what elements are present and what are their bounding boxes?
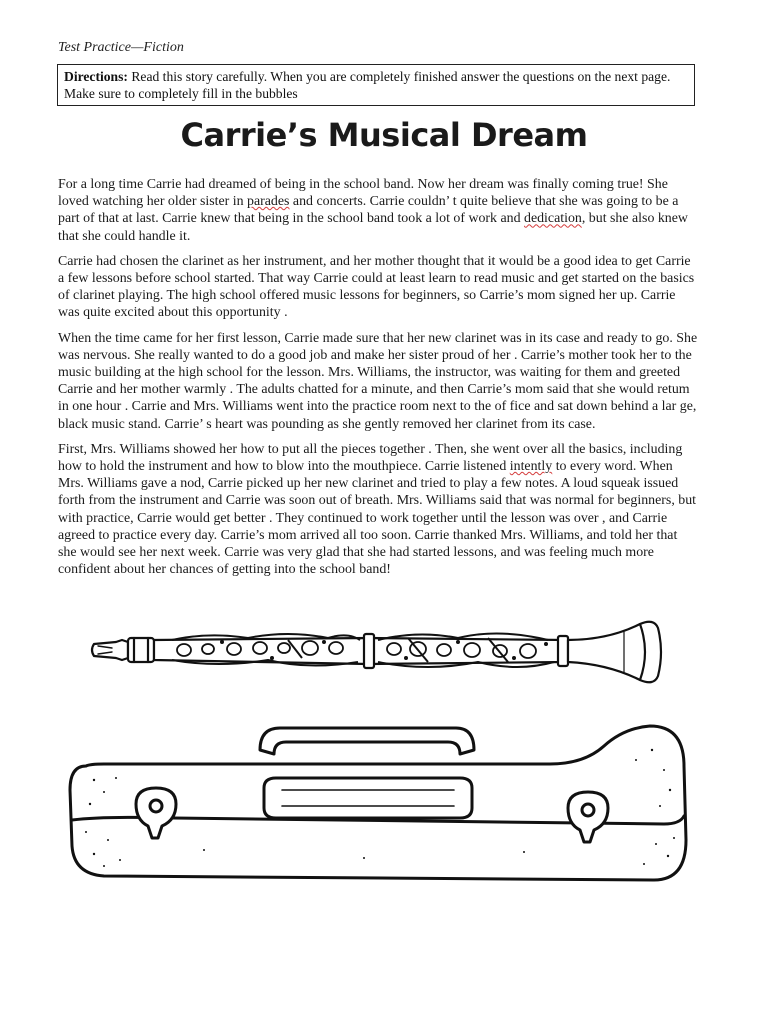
clarinet-illustration: [88, 618, 666, 690]
paragraph-text: to every word. When Mrs. Williams gave a nod, Carrie picked up her new clarinet and tried to play a few notes. A loud squeak issued forth from the instrument and Carrie was soon out of breath. Mrs. Williams said that was normal for beginners, but with practice, Carrie would get better . They continued to work together until the lesson was over , and Carrie agreed to practice every day. Carrie’s mom arrived all too soon. Carrie thanked Mrs. Williams, and told her that she would see her next week. Carrie was very glad that she had started lessons, and was feeling much more confident about her chances of getting into the school band!: [58, 459, 697, 578]
directions-label: Directions:: [64, 69, 128, 84]
paragraph-text: , but she also knew that she could handle it.: [58, 211, 688, 244]
story-paragraph-4: [58, 441, 698, 579]
story-paragraph-3: When the time came for her first lesson, Carrie made sure that her new clarinet was in its case and ready to go. She was nervous. She really wanted to do a good job and make her sister proud of her . Carrie’s mother took her to the music building at the high school for the lesson. Mrs. Williams, the instructor, was waiting for them and greeted Carrie and her mother warmly . The adults chatted for a minute, and then Carrie’s mom said that she would retum in one hour . Carrie and Mrs. Williams went into the practice room next to the of fice and sat down behind a lar ge, black music stand. Carrie’ s heart was pounding as she gently removed her clarinet from its case.: [58, 330, 698, 432]
paragraph-text: and concerts. Carrie couldn’ t quite believe that she was going to be a part of that at last. Carrie knew that being in the school band took a lot of work and: [58, 194, 679, 227]
story-paragraph-2: Carrie had chosen the clarinet as her instrument, and her mother thought that it would be a good idea to get Carrie a few lessons before school started. That way Carrie could at least learn to read music and get started on the basics of clarinet playing. The high school offered music lessons for beginners, so Carrie’s mom signed her up. Carrie was quite excited about this opportunity .: [58, 253, 695, 321]
story-title: Carrie’s Musical Dream: [180, 116, 588, 154]
story-body: [58, 176, 698, 586]
clarinet-case-illustration: [64, 720, 692, 886]
paragraph-text: For a long time Carrie had dreamed of being in the school band. Now her dream was finally coming true! She loved watching her older sister in: [58, 177, 668, 210]
vocab-word-parades: parades: [247, 194, 290, 210]
vocab-word-intently: intently: [509, 459, 553, 475]
vocab-word-dedication: dedication: [524, 211, 582, 227]
directions-box: [57, 64, 695, 106]
directions-text: Read this story carefully. When you are completely finished answer the questions on the next page. Make sure to completely fill in the bubbles: [64, 69, 671, 101]
paragraph-text: First, Mrs. Williams showed her how to put all the pieces together . Then, she went over all the basics, including how to hold the instrument and how to blow into the mouthpiece. Carrie listened: [58, 441, 683, 475]
worksheet-category-label: Test Practice—Fiction: [58, 40, 184, 55]
story-paragraph-1: [58, 176, 698, 245]
